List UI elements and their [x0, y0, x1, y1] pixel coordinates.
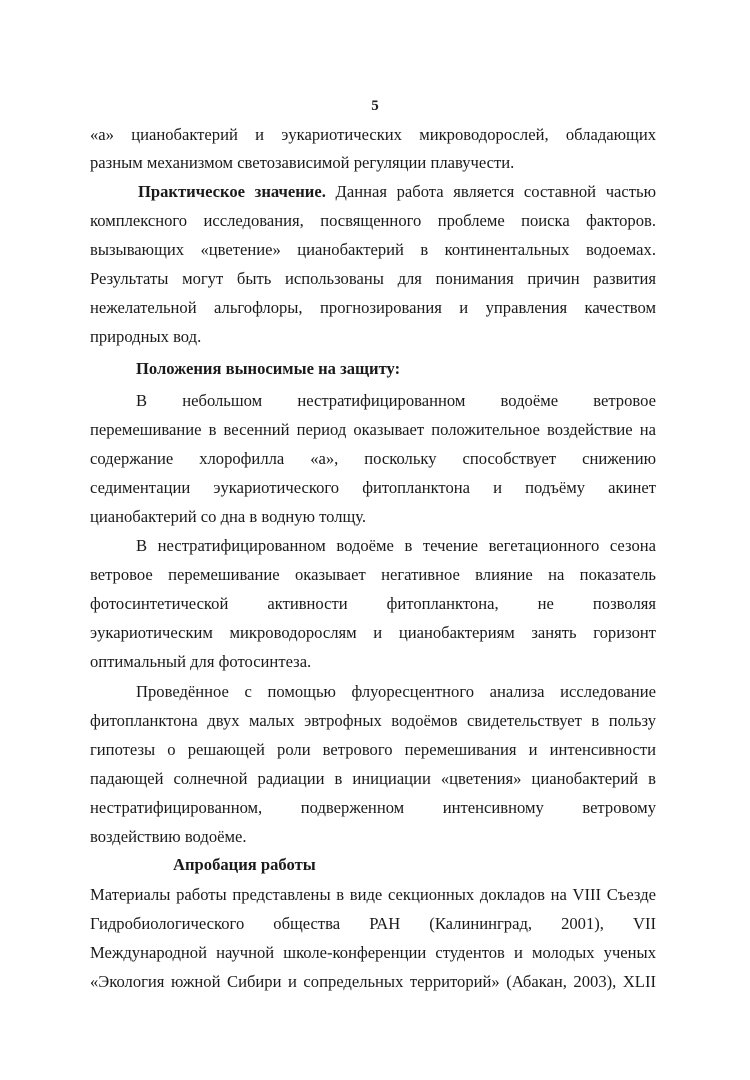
text-line: нестратифицированном, подверженном интенсивному ветровому	[90, 798, 656, 817]
text-line: седиментации эукариотического фитопланктона и подъёму акинет	[90, 478, 656, 497]
practical-significance-first-line: Данная работа является составной частью	[335, 182, 656, 201]
text-line: разным механизмом светозависимой регуляции плавучести.	[90, 153, 515, 172]
text-line: гипотезы о решающей роли ветрового перемешивания и интенсивности	[90, 740, 656, 759]
text-line: Материалы работы представлены в виде секционных докладов на VIII Съезде	[90, 885, 656, 904]
text-line: В небольшом нестратифицированном водоёме ветровое	[136, 391, 656, 410]
text-line: нежелательной альгофлоры, прогнозирования и управления качеством	[90, 298, 656, 317]
text-line: Международной научной школе-конференции студентов и молодых ученых	[90, 943, 656, 962]
text-line: фотосинтетической активности фитопланктона, не позволяя	[90, 594, 656, 613]
page-number: 5	[371, 98, 379, 114]
text-line: воздействию водоёме.	[90, 827, 247, 846]
text-line: Гидробиологического общества РАН (Калининград, 2001), VII	[90, 914, 656, 933]
text-line: «Экология южной Сибири и сопредельных территорий» (Абакан, 2003), XLII	[90, 972, 656, 991]
text-line: «а» цианобактерий и эукариотических микроводорослей, обладающих	[90, 125, 656, 144]
text-line: фитопланктона двух малых эвтрофных водоёмов свидетельствует в пользу	[90, 711, 656, 730]
text-line: комплексного исследования, посвященного проблеме поиска факторов.	[90, 211, 656, 230]
text-line: падающей солнечной радиации в инициации «цветения» цианобактерий в	[90, 769, 656, 788]
approbation-heading: Апробация работы	[173, 855, 316, 874]
text-line: цианобактерий со дна в водную толщу.	[90, 507, 367, 526]
text-line: В нестратифицированном водоёме в течение вегетационного сезона	[136, 536, 656, 555]
text-line: эукариотическим микроводорослям и цианобактериям занять горизонт	[90, 623, 656, 642]
practical-significance-label: Практическое значение.	[138, 182, 326, 201]
text-line: содержание хлорофилла «а», поскольку способствует снижению	[90, 449, 656, 468]
text-line: природных вод.	[90, 327, 202, 346]
text-line: ветровое перемешивание оказывает негативное влияние на показатель	[90, 565, 656, 584]
text-line	[138, 180, 656, 204]
text-line: Проведённое с помощью флуоресцентного анализа исследование	[136, 682, 656, 701]
text-line: Результаты могут быть использованы для понимания причин развития	[90, 269, 656, 288]
text-line: вызывающих «цветение» цианобактерий в континентальных водоемах.	[90, 240, 656, 259]
text-line: оптимальный для фотосинтеза.	[90, 652, 312, 671]
text-line: перемешивание в весенний период оказывает положительное воздействие на	[90, 420, 656, 439]
defense-heading: Положения выносимые на защиту:	[136, 359, 401, 378]
